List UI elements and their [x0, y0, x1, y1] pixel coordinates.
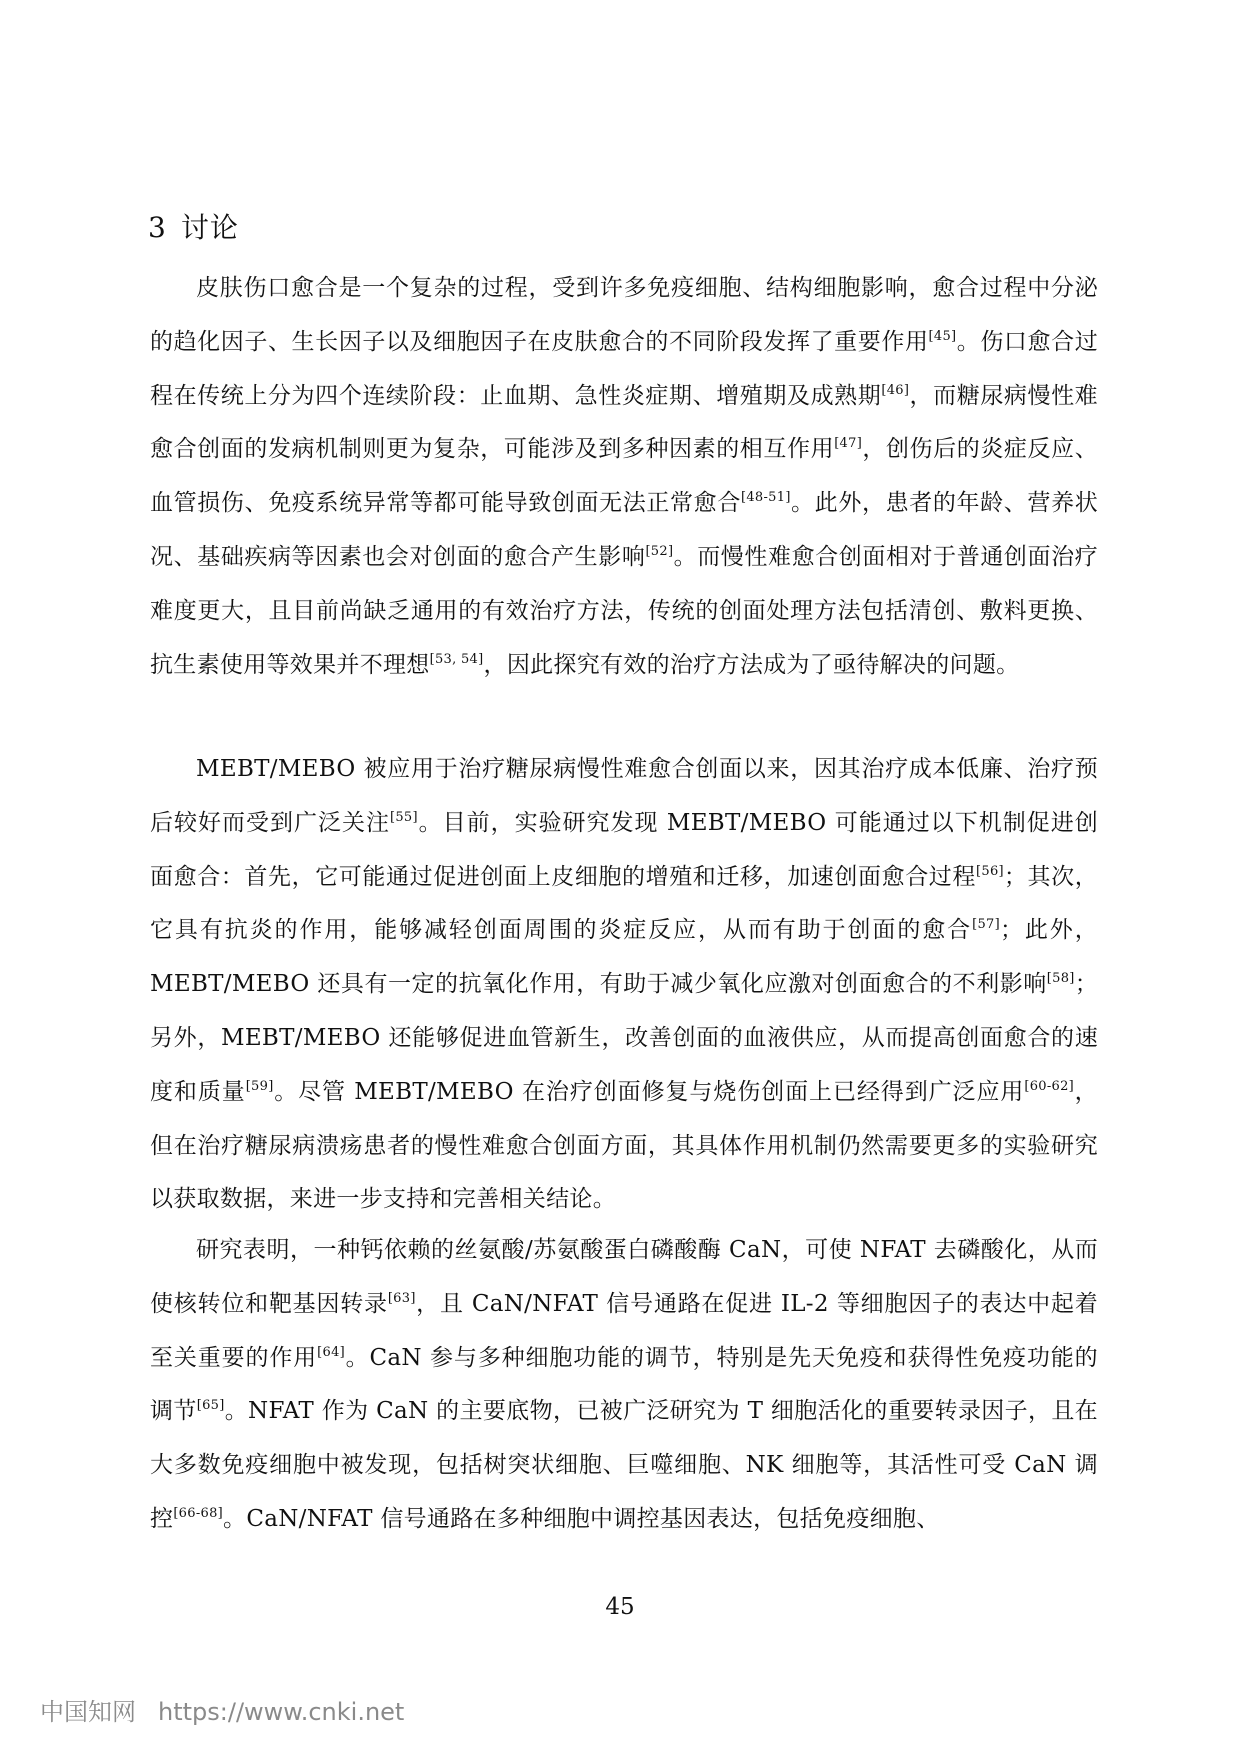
citation-ref: [47] — [834, 436, 863, 452]
citation-ref: [59] — [245, 1078, 274, 1094]
section-heading — [148, 208, 239, 248]
citation-ref: [52] — [645, 543, 674, 559]
paragraph-text: ；其次，它具有抗炎的作用，能够减轻创面周围的炎症反应，从而有助于创面的愈合 — [150, 863, 1099, 944]
paragraph-text: ；另外，MEBT/MEBO 还能够促进血管新生，改善创面的血液供应，从而提高创面愈合的速度和质量 — [150, 971, 1098, 1105]
citation-ref: [63] — [387, 1290, 416, 1306]
paragraph-text: MEBT/MEBO 被应用于治疗糖尿病慢性难愈合创面以来，因其治疗成本低廉、治疗预后较好而受到广泛关注 — [150, 756, 1098, 836]
paragraph-text: 。目前，实验研究发现 MEBT/MEBO 可能通过以下机制促进创面愈合：首先，它可能通过促进创面上皮细胞的增殖和迁移，加速创面愈合过程 — [150, 809, 1099, 890]
paragraph-text: 。CaN/NFAT 信号通路在多种细胞中调控基因表达，包括免疫细胞、 — [223, 1505, 940, 1532]
paragraph-text: ，因此探究有效的治疗方法成为了亟待解决的问题。 — [483, 651, 1020, 678]
watermark-url: https://www.cnki.net — [158, 1698, 405, 1726]
citation-ref: [56] — [976, 863, 1004, 879]
citation-ref: [48-51] — [740, 490, 791, 506]
paragraph-text: ，创伤后的炎症反应、血管损伤、免疫系统异常等都可能导致创面无法正常愈合 — [150, 436, 1099, 517]
paragraph-text: 研究表明，一种钙依赖的丝氨酸/苏氨酸蛋白磷酸酶 CaN，可使 NFAT 去磷酸化，从而使核转位和靶基因转录 — [150, 1237, 1098, 1317]
paragraph-3 — [150, 1224, 1098, 1547]
cnki-watermark — [40, 1697, 404, 1727]
citation-ref: [66-68] — [173, 1505, 224, 1521]
paragraph-text: ，而糖尿病慢性难愈合创面的发病机制则更为复杂，可能涉及到多种因素的相互作用 — [150, 382, 1098, 463]
paragraph-text: 。CaN 参与多种细胞功能的调节，特别是先天免疫和获得性免疫功能的调节 — [150, 1344, 1098, 1425]
paragraph-1 — [150, 262, 1098, 692]
paragraph-text: 皮肤伤口愈合是一个复杂的过程，受到许多免疫细胞、结构细胞影响，愈合过程中分泌的趋化因子、生长因子以及细胞因子在皮肤愈合的不同阶段发挥了重要作用 — [150, 275, 1098, 355]
section-title: 讨论 — [180, 211, 239, 244]
section-number: 3 — [148, 211, 167, 244]
citation-ref: [64] — [317, 1344, 346, 1360]
citation-ref: [53, 54] — [429, 651, 484, 667]
citation-ref: [45] — [928, 328, 957, 344]
paragraph-text: 。NFAT 作为 CaN 的主要底物，已被广泛研究为 T 细胞活化的重要转录因子，且在大多数免疫细胞中被发现，包括树突状细胞、巨噬细胞、NK 细胞等，其活性可受 CaN 调控 — [150, 1398, 1098, 1532]
citation-ref: [46] — [881, 382, 910, 398]
paragraph-text: 。伤口愈合过程在传统上分为四个连续阶段：止血期、急性炎症期、增殖期及成熟期 — [150, 328, 1098, 409]
paragraph-text: ，但在治疗糖尿病溃疡患者的慢性难愈合创面方面，其具体作用机制仍然需要更多的实验研究以获取数据，来进一步支持和完善相关结论。 — [150, 1078, 1098, 1213]
page-number: 45 — [605, 1594, 635, 1620]
paragraph-text: 。而慢性难愈合创面相对于普通创面治疗难度更大，且目前尚缺乏通用的有效治疗方法，传统的创面处理方法包括清创、敷料更换、抗生素使用等效果并不理想 — [150, 543, 1098, 678]
watermark-site-name: 中国知网 — [40, 1698, 136, 1726]
citation-ref: [55] — [389, 809, 418, 825]
citation-ref: [58] — [1046, 971, 1075, 987]
citation-ref: [60-62] — [1024, 1078, 1075, 1094]
citation-ref: [57] — [972, 917, 1000, 933]
paragraph-text: 。尽管 MEBT/MEBO 在治疗创面修复与烧伤创面上已经得到广泛应用 — [273, 1078, 1025, 1105]
paragraph-text: ，且 CaN/NFAT 信号通路在促进 IL-2 等细胞因子的表达中起着至关重要的作用 — [150, 1290, 1098, 1371]
paragraph-text: 。此外，患者的年龄、营养状况、基础疾病等因素也会对创面的愈合产生影响 — [150, 490, 1099, 570]
paragraph-2 — [150, 743, 1098, 1227]
citation-ref: [65] — [196, 1398, 225, 1414]
paragraph-text: ；此外，MEBT/MEBO 还具有一定的抗氧化作用，有助于减少氧化应激对创面愈合的不利影响 — [150, 917, 1099, 998]
